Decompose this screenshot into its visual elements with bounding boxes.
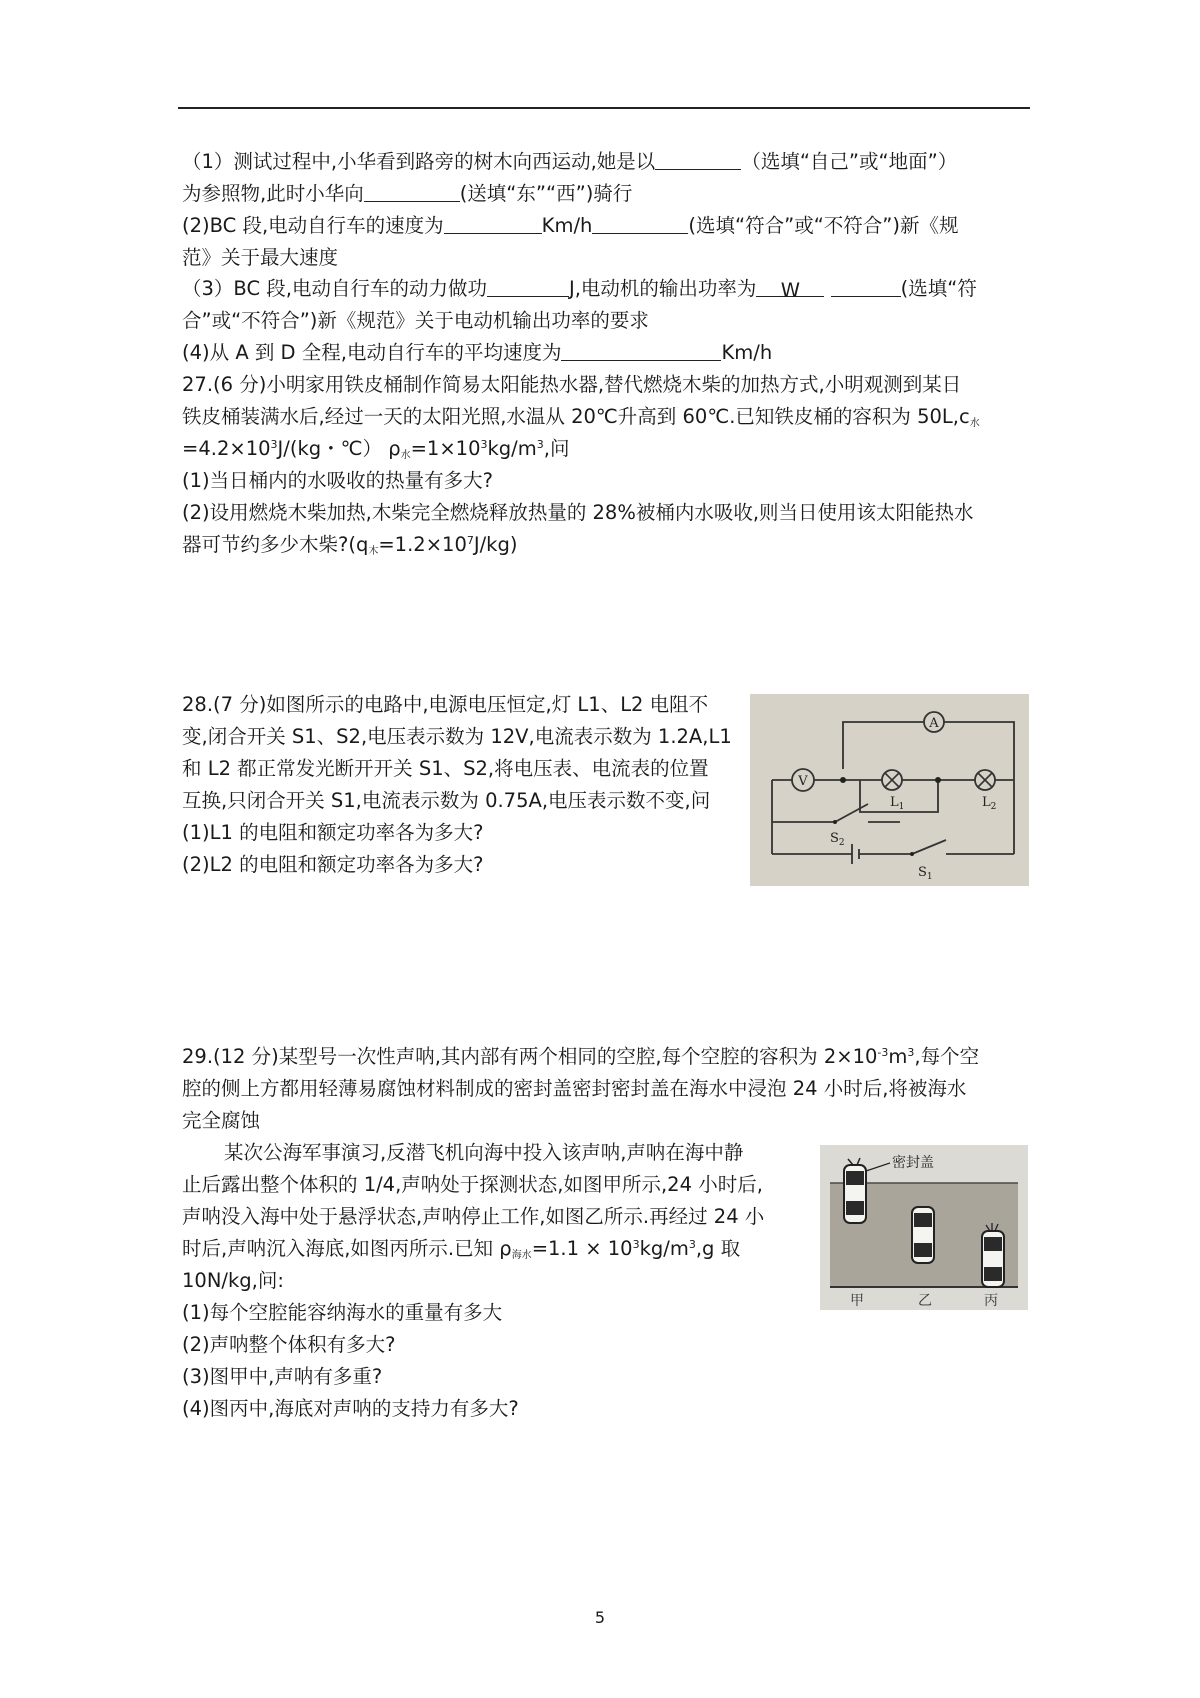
switch-s1-blade bbox=[912, 840, 946, 854]
q29-subquestion-1: (1)每个空腔能容纳海水的重量有多大 bbox=[182, 1301, 503, 1324]
answer-blank[interactable] bbox=[444, 212, 542, 234]
header-rule bbox=[178, 107, 1030, 109]
q29-line7: 时后,声呐沉入海底,如图丙所示.已知 $\rho_{海水}=1.1 \times 10^3kg/m^3,g$ 取 bbox=[182, 1237, 741, 1261]
label-bing: 丙 bbox=[984, 1293, 998, 1309]
sonar-yi bbox=[912, 1207, 934, 1263]
seal-label: 密封盖 bbox=[892, 1155, 934, 1171]
q29-subquestion-3: (3)图甲中,声呐有多重? bbox=[182, 1365, 383, 1388]
q29-line1: 29.(12 分)某型号一次性声呐,其内部有两个相同的空腔,每个空腔的容积为 $2\times 10^{-3}m^3$,每个空 bbox=[182, 1045, 980, 1068]
q28-line2: 变,闭合开关 S1、S2,电压表示数为 12V,电流表示数为 1.2A,L1 bbox=[182, 725, 732, 748]
q26-part4-line1: (4)从 A 到 D 全程,电动自行车的平均速度为 Km/h bbox=[182, 341, 773, 364]
lamp-l2-label: $L_2$ bbox=[982, 795, 997, 812]
ammeter-label: A bbox=[929, 716, 939, 731]
switch-s1-pivot bbox=[910, 852, 914, 856]
q28-subquestion-2: (2)L2 的电阻和额定功率各为多大? bbox=[182, 853, 484, 876]
ammeter-icon bbox=[924, 712, 944, 732]
switch-s2-blade bbox=[835, 804, 868, 822]
q29-line3: 完全腐蚀 bbox=[182, 1109, 261, 1132]
answer-blank[interactable] bbox=[487, 275, 569, 297]
circuit-svg bbox=[750, 694, 1029, 886]
sonar-svg bbox=[820, 1145, 1028, 1310]
q26-part1-line1: （1）测试过程中,小华看到路旁的树木向西运动,她是以 （选填“自己”或“地面”） bbox=[182, 150, 958, 173]
q27-line3: $=4.2\times 10^3J/(kg$・℃） $\rho_水=1\times 10^3kg/m^3$,问 bbox=[182, 437, 570, 461]
q27-line2: 铁皮桶装满水后,经过一天的太阳光照,水温从 20℃升高到 60℃.已知铁皮桶的容积为 $50L,c_水$ bbox=[182, 405, 980, 429]
q29-line5: 止后露出整个体积的 1/4,声呐处于探测状态,如图甲所示,24 小时后, bbox=[182, 1173, 763, 1196]
q27-subquestion-1: (1)当日桶内的水吸收的热量有多大? bbox=[182, 469, 493, 492]
seal-leader-line bbox=[866, 1163, 890, 1171]
lamp-l1-icon bbox=[882, 770, 902, 790]
q28-line4: 互换,只闭合开关 S1,电流表示数为 0.75A,电压表示数不变,问 bbox=[182, 789, 711, 812]
junction-dot bbox=[935, 777, 941, 783]
q26-part2-line2: 范》关于最大速度 bbox=[182, 246, 339, 269]
label-jia: 甲 bbox=[850, 1293, 864, 1309]
q28-line1: 28.(7 分)如图所示的电路中,电源电压恒定,灯 L1、L2 电阻不 bbox=[182, 693, 709, 716]
q27-subquestion-2-cont: 器可节约多少木柴$?(q_木=1.2\times 10^7J/kg)$ bbox=[182, 533, 518, 557]
answer-blank[interactable] bbox=[592, 212, 688, 234]
q29-line8: 10N/kg,问: bbox=[182, 1269, 284, 1292]
wire-ammeter-left bbox=[843, 722, 924, 769]
q26-part2-line1: (2)BC 段,电动自行车的速度为 Km/h (选填“符合”或“不符合”)新《规 bbox=[182, 214, 959, 237]
answer-blank[interactable]: W bbox=[756, 275, 824, 297]
answer-blank[interactable] bbox=[364, 180, 460, 202]
lamp-l1-label: $L_1$ bbox=[890, 795, 905, 812]
q28-subquestion-1: (1)L1 的电阻和额定功率各为多大? bbox=[182, 821, 484, 844]
q26-part3-line2: 合”或“不符合”)新《规范》关于电动机输出功率的要求 bbox=[182, 309, 649, 332]
q29-subquestion-2: (2)声呐整个体积有多大? bbox=[182, 1333, 396, 1356]
junction-dot bbox=[840, 777, 846, 783]
q26-part1-line2: 为参照物,此时小华向 (送填“东”“西”)骑行 bbox=[182, 182, 633, 205]
q27-subquestion-2: (2)设用燃烧木柴加热,木柴完全燃烧释放热量的 28%被桶内水吸收,则当日使用该太阳能热水 bbox=[182, 501, 974, 524]
voltmeter-icon bbox=[792, 769, 814, 791]
label-yi: 乙 bbox=[918, 1293, 932, 1309]
q28-line3: 和 L2 都正常发光断开开关 S1、S2,将电压表、电流表的位置 bbox=[182, 757, 709, 780]
lamp-l2-icon bbox=[975, 770, 995, 790]
q27-line1: 27.(6 分)小明家用铁皮桶制作简易太阳能热水器,替代燃烧木柴的加热方式,小明观测到某日 bbox=[182, 373, 962, 396]
q29-subquestion-4: (4)图丙中,海底对声呐的支持力有多大? bbox=[182, 1397, 519, 1420]
switch-s1-label: $S_1$ bbox=[918, 865, 933, 882]
sonar-diagram bbox=[820, 1145, 1028, 1310]
answer-blank[interactable] bbox=[655, 148, 741, 170]
voltmeter-label: V bbox=[798, 774, 808, 789]
circuit-diagram bbox=[750, 694, 1029, 886]
q29-line6: 声呐没入海中处于悬浮状态,声呐停止工作,如图乙所示.再经过 24 小 bbox=[182, 1205, 765, 1228]
q29-line2: 腔的侧上方都用轻薄易腐蚀材料制成的密封盖密封密封盖在海水中浸泡 24 小时后,将被海水 bbox=[182, 1077, 967, 1100]
answer-blank[interactable] bbox=[561, 339, 721, 361]
q26-part3-line1: （3）BC 段,电动自行车的动力做功 J,电动机的输出功率为 W (选填“符 bbox=[182, 277, 977, 302]
switch-s2-pivot bbox=[833, 820, 837, 824]
sonar-bing bbox=[982, 1223, 1004, 1287]
sonar-jia bbox=[844, 1158, 866, 1223]
q29-line4: 某次公海军事演习,反潜飞机向海中投入该声呐,声呐在海中静 bbox=[224, 1141, 744, 1164]
answer-blank[interactable] bbox=[831, 275, 901, 297]
switch-s2-label: $S_2$ bbox=[830, 831, 845, 848]
page-number: 5 bbox=[594, 1608, 606, 1627]
